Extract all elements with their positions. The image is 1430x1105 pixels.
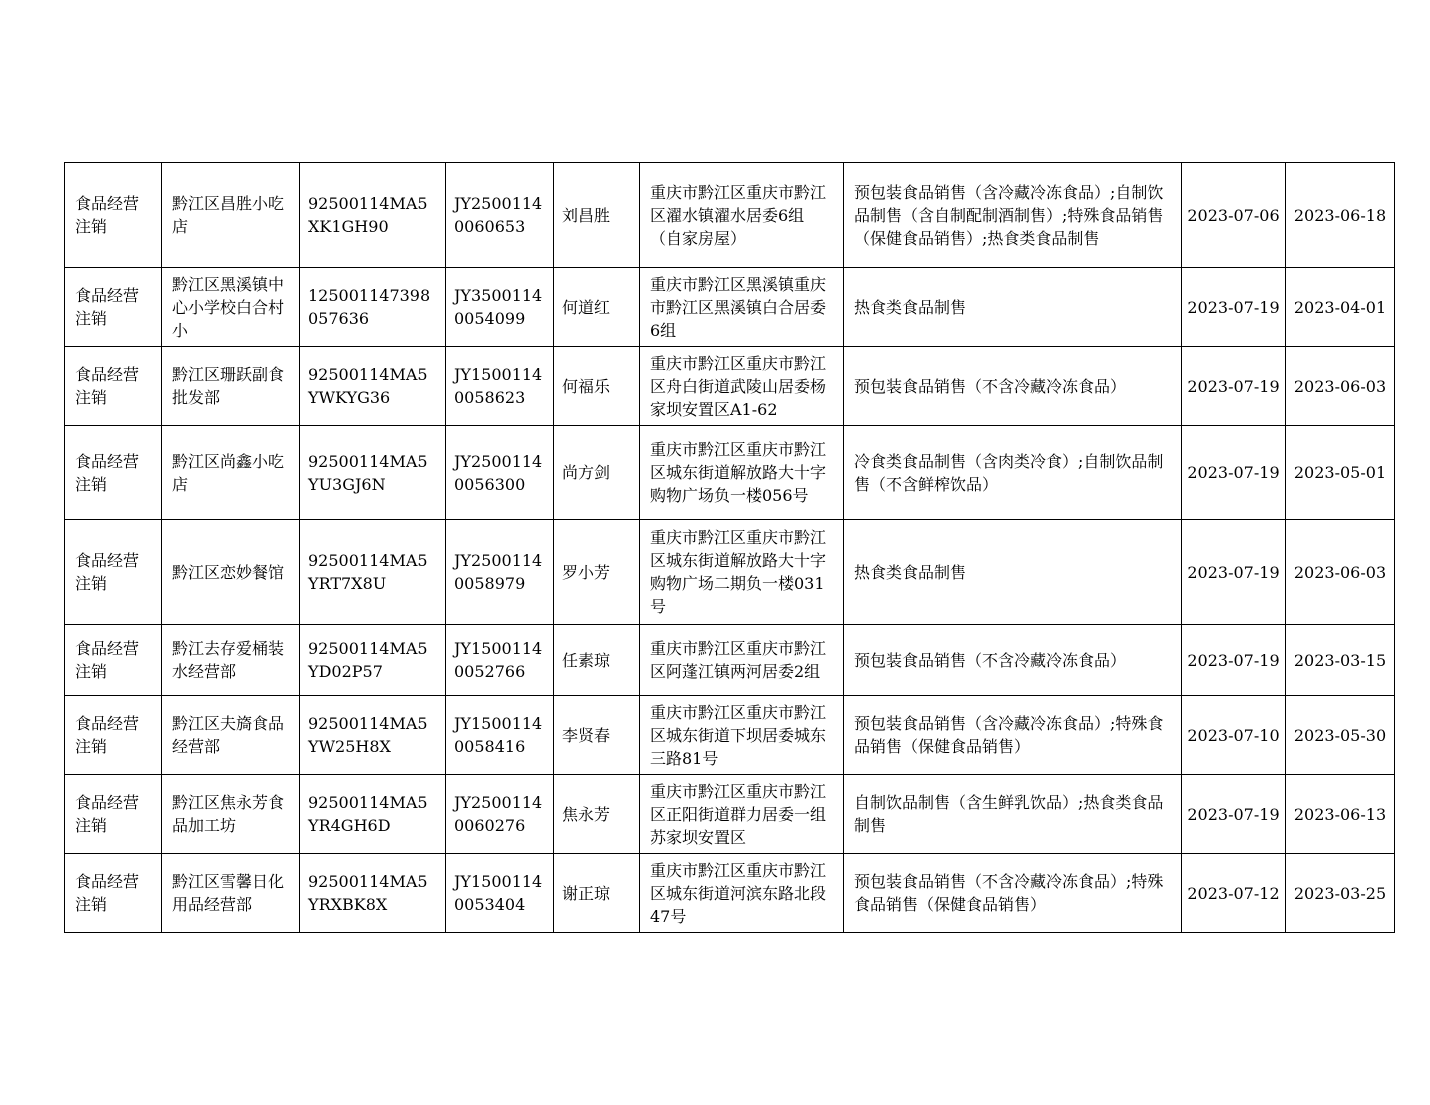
- cell-type: 食品经营注销: [65, 163, 162, 268]
- cell-scope: 预包装食品销售（含冷藏冷冻食品）;自制饮品制售（含自制配制酒制售）;特殊食品销售（保健食品销售）;热食类食品制售: [844, 163, 1182, 268]
- cell-credit-code: 92500114MA5YWKYG36: [300, 347, 446, 426]
- cell-scope: 预包装食品销售（不含冷藏冷冻食品）;特殊食品销售（保健食品销售）: [844, 854, 1182, 933]
- cell-date2: 2023-06-18: [1286, 163, 1395, 268]
- cell-license-no: JY15001140058623: [446, 347, 554, 426]
- cell-address: 重庆市黔江区重庆市黔江区阿蓬江镇两河居委2组: [640, 625, 844, 696]
- cell-license-no: JY35001140054099: [446, 268, 554, 347]
- table-row: [65, 268, 1395, 347]
- cell-scope: 预包装食品销售（不含冷藏冷冻食品）: [844, 625, 1182, 696]
- table-row: [65, 696, 1395, 775]
- cell-name: 黔江区雪馨日化用品经营部: [162, 854, 300, 933]
- cell-credit-code: 92500114MA5YRXBK8X: [300, 854, 446, 933]
- cell-address: 重庆市黔江区黑溪镇重庆市黔江区黑溪镇白合居委6组: [640, 268, 844, 347]
- cell-license-no: JY25001140058979: [446, 520, 554, 625]
- cell-type: 食品经营注销: [65, 854, 162, 933]
- cell-credit-code: 125001147398057636: [300, 268, 446, 347]
- cell-date1: 2023-07-19: [1182, 268, 1286, 347]
- cell-date2: 2023-06-03: [1286, 520, 1395, 625]
- table-row: [65, 775, 1395, 854]
- table-row: [65, 520, 1395, 625]
- cell-date2: 2023-06-13: [1286, 775, 1395, 854]
- cell-date2: 2023-06-03: [1286, 347, 1395, 426]
- cell-license-no: JY25001140060653: [446, 163, 554, 268]
- cell-credit-code: 92500114MA5YRT7X8U: [300, 520, 446, 625]
- cell-address: 重庆市黔江区重庆市黔江区正阳街道群力居委一组苏家坝安置区: [640, 775, 844, 854]
- cell-scope: 预包装食品销售（不含冷藏冷冻食品）: [844, 347, 1182, 426]
- cell-date1: 2023-07-19: [1182, 426, 1286, 520]
- cell-name: 黔江区恋妙餐馆: [162, 520, 300, 625]
- cell-date2: 2023-04-01: [1286, 268, 1395, 347]
- cell-date1: 2023-07-10: [1182, 696, 1286, 775]
- table-row: [65, 426, 1395, 520]
- cell-person: 任素琼: [554, 625, 640, 696]
- cell-type: 食品经营注销: [65, 426, 162, 520]
- table-row: [65, 854, 1395, 933]
- cell-person: 罗小芳: [554, 520, 640, 625]
- cell-type: 食品经营注销: [65, 347, 162, 426]
- cell-scope: 热食类食品制售: [844, 268, 1182, 347]
- cell-person: 焦永芳: [554, 775, 640, 854]
- table-row: [65, 163, 1395, 268]
- cell-date2: 2023-05-01: [1286, 426, 1395, 520]
- cell-date2: 2023-03-25: [1286, 854, 1395, 933]
- cell-credit-code: 92500114MA5XK1GH90: [300, 163, 446, 268]
- cell-name: 黔江区焦永芳食品加工坊: [162, 775, 300, 854]
- cell-name: 黔江去存爱桶装水经营部: [162, 625, 300, 696]
- cell-scope: 冷食类食品制售（含肉类冷食）;自制饮品制售（不含鲜榨饮品）: [844, 426, 1182, 520]
- cell-license-no: JY25001140056300: [446, 426, 554, 520]
- cell-date1: 2023-07-19: [1182, 347, 1286, 426]
- cell-date1: 2023-07-19: [1182, 520, 1286, 625]
- cell-credit-code: 92500114MA5YR4GH6D: [300, 775, 446, 854]
- cell-license-no: JY15001140053404: [446, 854, 554, 933]
- cell-scope: 预包装食品销售（含冷藏冷冻食品）;特殊食品销售（保健食品销售）: [844, 696, 1182, 775]
- cell-type: 食品经营注销: [65, 625, 162, 696]
- cell-scope: 自制饮品制售（含生鲜乳饮品）;热食类食品制售: [844, 775, 1182, 854]
- cell-person: 谢正琼: [554, 854, 640, 933]
- cell-address: 重庆市黔江区重庆市黔江区城东街道河滨东路北段47号: [640, 854, 844, 933]
- cell-address: 重庆市黔江区重庆市黔江区舟白街道武陵山居委杨家坝安置区A1-62: [640, 347, 844, 426]
- cell-name: 黔江区黑溪镇中心小学校白合村小: [162, 268, 300, 347]
- cell-name: 黔江区昌胜小吃店: [162, 163, 300, 268]
- cell-license-no: JY25001140060276: [446, 775, 554, 854]
- cell-date2: 2023-03-15: [1286, 625, 1395, 696]
- cell-address: 重庆市黔江区重庆市黔江区城东街道下坝居委城东三路81号: [640, 696, 844, 775]
- cell-name: 黔江区珊跃副食批发部: [162, 347, 300, 426]
- cell-date1: 2023-07-19: [1182, 625, 1286, 696]
- cell-credit-code: 92500114MA5YU3GJ6N: [300, 426, 446, 520]
- cell-address: 重庆市黔江区重庆市黔江区濯水镇濯水居委6组（自家房屋）: [640, 163, 844, 268]
- cell-date1: 2023-07-06: [1182, 163, 1286, 268]
- cell-person: 尚方剑: [554, 426, 640, 520]
- cell-person: 何福乐: [554, 347, 640, 426]
- cell-date2: 2023-05-30: [1286, 696, 1395, 775]
- cell-credit-code: 92500114MA5YW25H8X: [300, 696, 446, 775]
- cell-license-no: JY15001140052766: [446, 625, 554, 696]
- table-row: [65, 625, 1395, 696]
- cell-name: 黔江区夫旖食品经营部: [162, 696, 300, 775]
- cell-name: 黔江区尚鑫小吃店: [162, 426, 300, 520]
- cell-credit-code: 92500114MA5YD02P57: [300, 625, 446, 696]
- cell-type: 食品经营注销: [65, 696, 162, 775]
- cell-license-no: JY15001140058416: [446, 696, 554, 775]
- cell-date1: 2023-07-12: [1182, 854, 1286, 933]
- cell-address: 重庆市黔江区重庆市黔江区城东街道解放路大十字购物广场负一楼056号: [640, 426, 844, 520]
- cell-address: 重庆市黔江区重庆市黔江区城东街道解放路大十字购物广场二期负一楼031号: [640, 520, 844, 625]
- cell-person: 何道红: [554, 268, 640, 347]
- cell-scope: 热食类食品制售: [844, 520, 1182, 625]
- cell-person: 李贤春: [554, 696, 640, 775]
- cell-type: 食品经营注销: [65, 268, 162, 347]
- cell-person: 刘昌胜: [554, 163, 640, 268]
- cell-type: 食品经营注销: [65, 520, 162, 625]
- table-row: [65, 347, 1395, 426]
- cell-type: 食品经营注销: [65, 775, 162, 854]
- records-table: [64, 162, 1395, 933]
- cell-date1: 2023-07-19: [1182, 775, 1286, 854]
